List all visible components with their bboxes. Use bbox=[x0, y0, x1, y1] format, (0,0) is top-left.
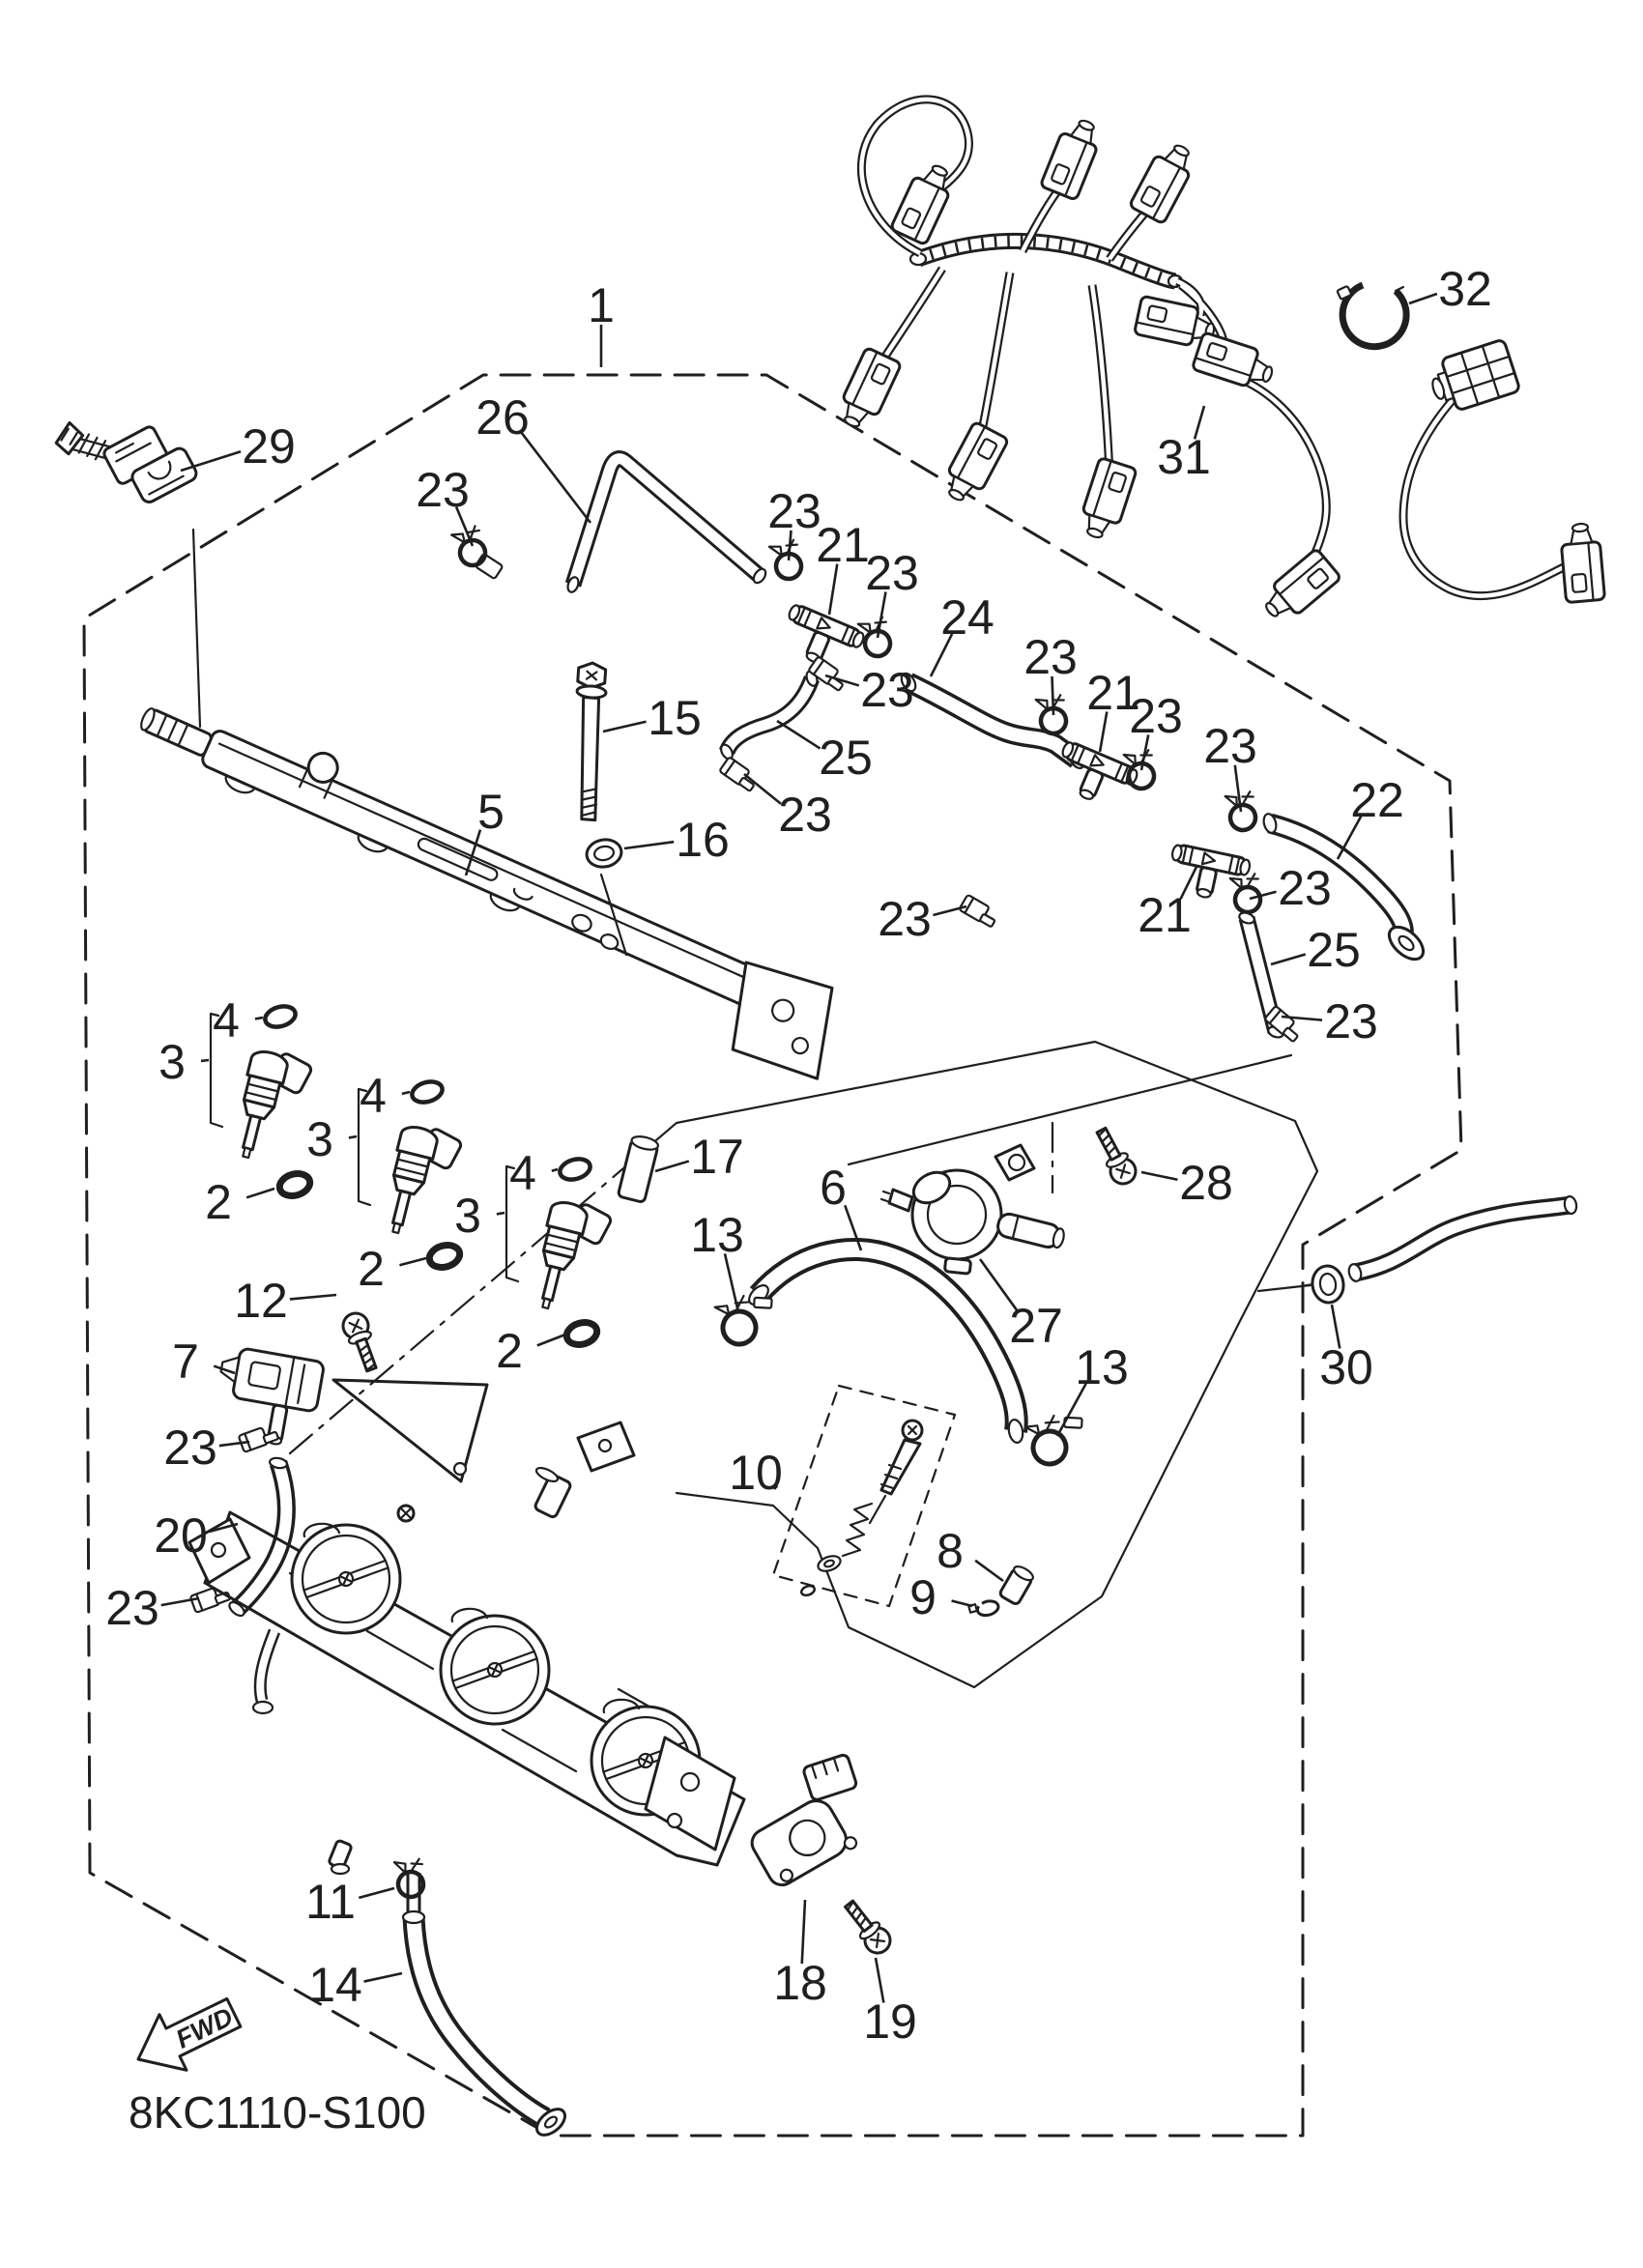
callout-leader bbox=[1271, 954, 1306, 964]
o-ring-4 bbox=[410, 1078, 445, 1105]
callout-12: 12 bbox=[234, 1274, 288, 1328]
callout-6: 6 bbox=[820, 1161, 847, 1215]
callout-leader bbox=[725, 1253, 738, 1312]
callout-23: 23 bbox=[767, 484, 822, 538]
o-ring-4 bbox=[263, 1003, 298, 1030]
harness-main-connector bbox=[1426, 339, 1520, 416]
callout-22: 22 bbox=[1350, 773, 1404, 827]
callout-15: 15 bbox=[648, 691, 702, 745]
callout-23: 23 bbox=[1023, 630, 1078, 684]
throttle-body bbox=[189, 1422, 744, 1913]
callout-leader bbox=[552, 1169, 558, 1171]
fwd-label: FWD bbox=[171, 2001, 238, 2054]
fuel-quick-connector-29 bbox=[50, 381, 200, 727]
callout-4: 4 bbox=[509, 1146, 536, 1200]
throttle-bore bbox=[441, 1616, 549, 1724]
callout-leader bbox=[364, 1973, 402, 1982]
fuel-injector-3 bbox=[378, 1120, 465, 1243]
callout-8: 8 bbox=[937, 1524, 964, 1578]
callout-24: 24 bbox=[940, 590, 994, 645]
callout-leader bbox=[802, 1900, 805, 1964]
hose-fitting bbox=[476, 554, 504, 579]
callout-14: 14 bbox=[308, 1958, 362, 2012]
harness-connector bbox=[890, 158, 958, 244]
callout-16: 16 bbox=[676, 813, 730, 867]
callout-23: 23 bbox=[1129, 689, 1183, 743]
harness-band-32 bbox=[1337, 285, 1406, 347]
callout-23: 23 bbox=[416, 463, 470, 517]
callout-13: 13 bbox=[690, 1208, 744, 1262]
callout-23: 23 bbox=[1278, 861, 1332, 915]
subassembly-cross-line bbox=[849, 1055, 1291, 1164]
throttle-bore bbox=[292, 1525, 400, 1633]
callout-leader bbox=[402, 1092, 410, 1094]
spacer-17 bbox=[618, 1134, 659, 1203]
hose-25-left bbox=[719, 670, 820, 761]
callout-leader bbox=[952, 1600, 972, 1606]
callout-2: 2 bbox=[205, 1175, 232, 1229]
harness-connector bbox=[1077, 457, 1138, 542]
callout-21: 21 bbox=[816, 518, 870, 572]
callout-leader bbox=[201, 1060, 209, 1061]
callout-leader bbox=[624, 842, 674, 848]
callout-2: 2 bbox=[496, 1324, 523, 1378]
grommet-30 bbox=[1304, 1264, 1346, 1306]
drawing-code: 8KC1110-S100 bbox=[129, 2087, 426, 2138]
callout-3: 3 bbox=[159, 1035, 186, 1089]
callout-20: 20 bbox=[154, 1508, 208, 1563]
wire-harness bbox=[834, 100, 1605, 628]
cap-8 bbox=[998, 1564, 1035, 1605]
callout-leader bbox=[1409, 294, 1437, 303]
callout-leader bbox=[777, 721, 821, 749]
callout-23: 23 bbox=[1203, 719, 1257, 773]
callout-leader bbox=[349, 1136, 357, 1137]
callout-23: 23 bbox=[860, 663, 914, 717]
callout-29: 29 bbox=[242, 419, 296, 474]
callout-21: 21 bbox=[1138, 888, 1192, 942]
tps-screw-19 bbox=[839, 1896, 895, 1958]
callout-leader bbox=[1141, 1172, 1177, 1180]
callout-10: 10 bbox=[729, 1446, 783, 1500]
o-ring-4 bbox=[558, 1156, 592, 1183]
harness-connector bbox=[1192, 332, 1277, 393]
callout-23: 23 bbox=[878, 892, 932, 946]
callout-5: 5 bbox=[477, 785, 504, 839]
callouts-layer bbox=[105, 262, 1492, 2049]
callout-4: 4 bbox=[360, 1069, 387, 1123]
callout-13: 13 bbox=[1075, 1340, 1129, 1394]
callout-3: 3 bbox=[454, 1189, 481, 1243]
callout-30: 30 bbox=[1319, 1340, 1373, 1394]
harness-connector bbox=[1129, 137, 1199, 223]
breather-hose bbox=[1347, 1195, 1578, 1282]
callout-17: 17 bbox=[690, 1130, 744, 1184]
callout-25: 25 bbox=[1307, 923, 1361, 977]
callout-7: 7 bbox=[172, 1335, 199, 1389]
clamp-23 bbox=[719, 757, 759, 792]
hose-24 bbox=[899, 671, 1087, 770]
callout-leader bbox=[603, 722, 647, 732]
hose-26 bbox=[566, 459, 768, 594]
callout-31: 31 bbox=[1157, 430, 1211, 484]
callout-2: 2 bbox=[358, 1242, 385, 1296]
rail-bolt-15 bbox=[568, 662, 608, 820]
callout-23: 23 bbox=[105, 1581, 159, 1635]
sensor-bolt-12 bbox=[339, 1309, 383, 1373]
callout-leader bbox=[975, 1561, 1003, 1581]
harness-connector bbox=[1257, 548, 1341, 627]
callout-23: 23 bbox=[865, 546, 919, 600]
callout-leader bbox=[255, 1018, 263, 1019]
callout-9: 9 bbox=[909, 1570, 937, 1624]
callout-18: 18 bbox=[773, 1956, 827, 2010]
throttle-position-sensor-18 bbox=[731, 1745, 889, 1891]
harness-connector bbox=[1040, 114, 1105, 200]
fuel-injector-3 bbox=[528, 1195, 615, 1318]
callout-leader bbox=[655, 1162, 689, 1171]
harness-connector bbox=[938, 421, 1009, 507]
clamp-23 bbox=[1229, 872, 1266, 915]
callout-21: 21 bbox=[1086, 666, 1140, 720]
callout-23: 23 bbox=[778, 788, 832, 842]
clip-9 bbox=[968, 1598, 999, 1620]
callout-11: 11 bbox=[305, 1875, 356, 1929]
fwd-arrow bbox=[125, 1985, 247, 2087]
callout-1: 1 bbox=[588, 278, 615, 332]
callout-leader bbox=[497, 1213, 504, 1214]
callout-leader bbox=[359, 1888, 394, 1898]
clamp-23 bbox=[959, 895, 999, 929]
rail-washer-16 bbox=[585, 837, 623, 870]
callout-leader bbox=[521, 432, 591, 523]
tee-joint-21 bbox=[1049, 740, 1139, 814]
callout-19: 19 bbox=[863, 1995, 917, 2049]
callout-26: 26 bbox=[476, 390, 530, 445]
callout-leader bbox=[399, 1258, 426, 1265]
callout-leader bbox=[290, 1295, 336, 1299]
callout-3: 3 bbox=[306, 1112, 333, 1166]
hose-14 bbox=[403, 1911, 569, 2140]
callout-27: 27 bbox=[1009, 1299, 1063, 1353]
callout-28: 28 bbox=[1179, 1156, 1233, 1210]
callout-23: 23 bbox=[163, 1421, 217, 1475]
callout-25: 25 bbox=[819, 731, 873, 785]
callout-32: 32 bbox=[1438, 262, 1492, 316]
regulator-screw-28 bbox=[1090, 1125, 1140, 1189]
harness-connector bbox=[1560, 522, 1605, 602]
callout-leader bbox=[537, 1335, 565, 1345]
callout-23: 23 bbox=[1324, 994, 1378, 1048]
clamp-23 bbox=[1264, 1006, 1304, 1043]
callout-leader bbox=[1250, 892, 1277, 899]
hose-6 bbox=[746, 1249, 1024, 1444]
callout-leader bbox=[246, 1189, 274, 1197]
callout-4: 4 bbox=[213, 993, 240, 1048]
clamp-23 bbox=[1225, 789, 1261, 833]
fuel-injector-3 bbox=[228, 1045, 315, 1167]
